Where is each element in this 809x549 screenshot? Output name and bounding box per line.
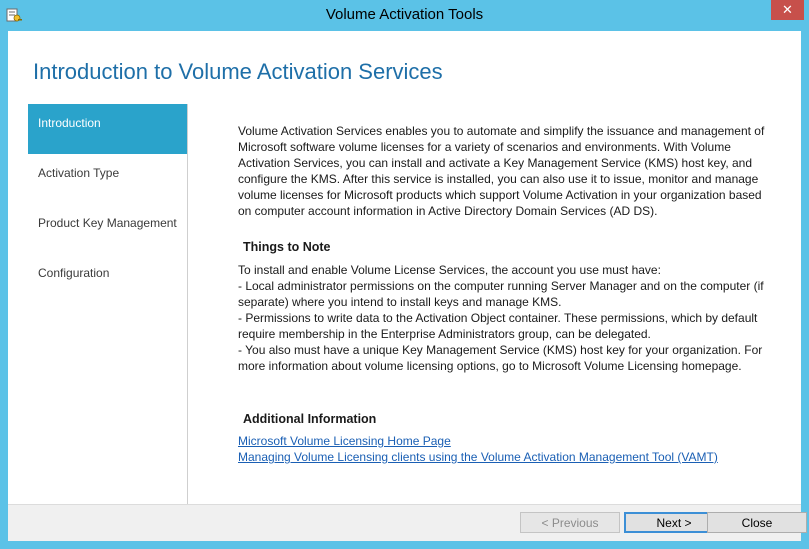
intro-paragraph: Volume Activation Services enables you to automate and simplify the issuance and management of Microsoft software volume licenses for a variety of scenarios and environments. With Volume Activation Services, you can install and activate a Key Management Service (KMS) host key, and configure the KMS. After this service is installed, you can also use it to issue, monitor and manage volume licenses for Microsoft products which support Volume Activation in your organization based on computer account information in Active Directory Domain Services (AD DS). <box>238 124 765 218</box>
content-pane <box>238 123 778 465</box>
wizard-footer <box>8 504 801 541</box>
notes-lead: To install and enable Volume License Services, the account you use must have: <box>238 263 661 277</box>
things-to-note-heading: Things to Note <box>243 240 331 254</box>
close-button[interactable]: Close <box>707 512 807 533</box>
notes-item-2: - Permissions to write data to the Activation Object container. These permissions, which by default require membership in the Enterprise Administrators group, can be delegated. <box>238 311 758 341</box>
nav-item-activation-type[interactable] <box>28 154 187 204</box>
nav-item-label: Activation Type <box>38 166 120 180</box>
wizard-nav <box>28 104 188 538</box>
nav-item-introduction[interactable] <box>28 104 187 154</box>
window-close-button[interactable] <box>771 0 804 20</box>
additional-info-heading: Additional Information <box>243 412 377 426</box>
nav-item-label: Introduction <box>38 116 101 130</box>
title-bar[interactable] <box>0 0 809 31</box>
nav-item-label: Configuration <box>38 266 110 280</box>
next-button[interactable]: Next > <box>624 512 724 533</box>
page-title: Introduction to Volume Activation Services <box>33 59 443 84</box>
wizard-client-area <box>8 31 801 541</box>
link-volume-licensing-home[interactable]: Microsoft Volume Licensing Home Page <box>238 434 451 448</box>
notes-item-1: - Local administrator permissions on the computer running Server Manager and on the computer (if separate) where you intend to install keys and manage KMS. <box>238 279 764 309</box>
link-vamt[interactable]: Managing Volume Licensing clients using the Volume Activation Management Tool (VAMT) <box>238 450 718 464</box>
notes-item-3: - You also must have a unique Key Management Service (KMS) host key for your organization. For more information about volume licensing options, go to Microsoft Volume Licensing homepage. <box>238 343 763 373</box>
nav-item-configuration[interactable] <box>28 254 187 304</box>
nav-item-label: Product Key Management <box>38 216 177 230</box>
nav-item-product-key-management[interactable] <box>28 204 187 254</box>
previous-button[interactable]: < Previous <box>520 512 620 533</box>
window-title: Volume Activation Tools <box>325 6 484 23</box>
close-icon: ✕ <box>782 2 793 17</box>
